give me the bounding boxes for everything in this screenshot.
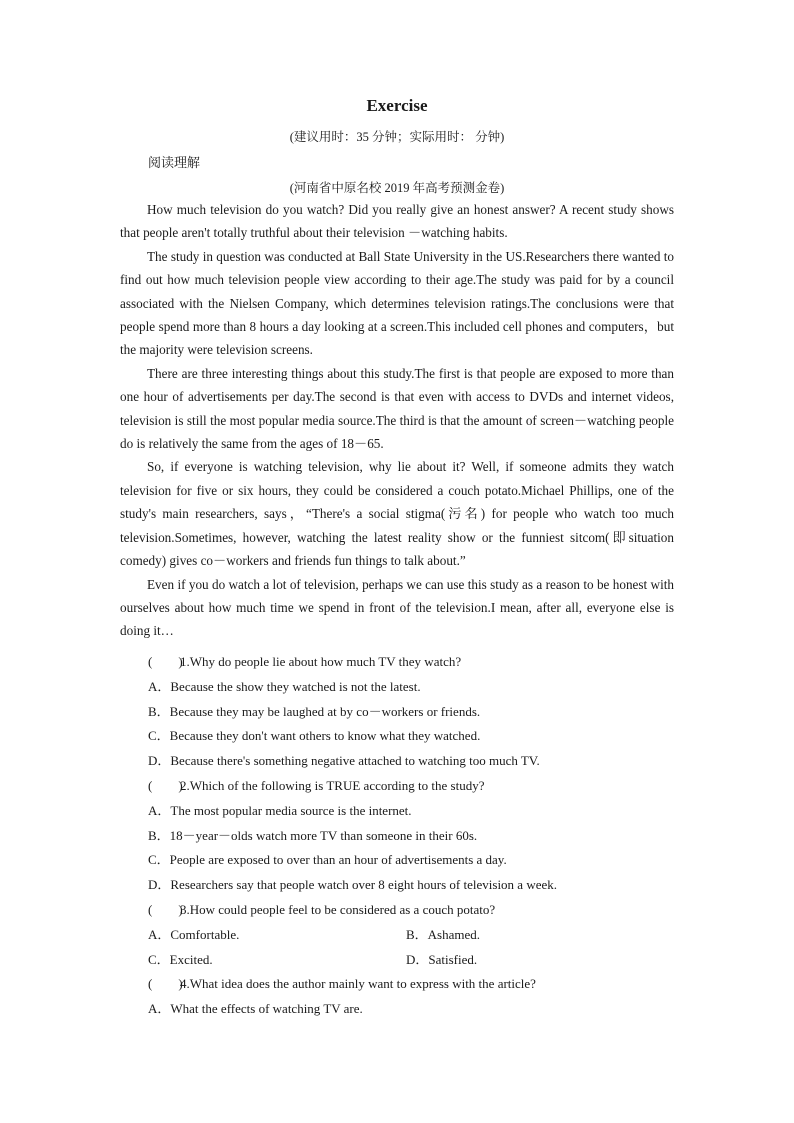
question-3-option-d: D．Satisfied.	[406, 951, 478, 967]
question-1-option-b: B．Because they may be laughed at by co－workers or friends.	[148, 703, 481, 719]
question-3	[148, 898, 674, 923]
question-4-option-a: A．What the effects of watching TV are.	[148, 1001, 363, 1017]
question-2-option-b: B．18－year－olds watch more TV than someone in their 60s.	[148, 827, 478, 843]
answer-blank-2: ( )	[148, 777, 183, 793]
answer-blank-4: ( )	[148, 976, 183, 992]
source-note: (河南省中原名校 2019 年高考预测金卷)	[289, 181, 505, 195]
passage-paragraph-1: How much television do you watch? Did you really give an honest answer? A recent study shows that people aren't totally truthful about their television －watching habits.	[120, 202, 674, 241]
question-3-options-row-2	[148, 948, 674, 973]
question-2-option-c: C．People are exposed to over than an hour of advertisements a day.	[148, 852, 507, 868]
question-2-option-a: A．The most popular media source is the internet.	[148, 802, 412, 818]
question-1-option-a: A．Because the show they watched is not the latest.	[148, 678, 421, 694]
question-1-stem: 1.Why do people lie about how much TV they watch?	[180, 654, 462, 669]
question-1-option-c: C．Because they don't want others to know what they watched.	[148, 728, 481, 744]
question-4	[148, 972, 674, 997]
time-suggestion: (建议用时：35 分钟；实际用时： 分钟)	[289, 130, 505, 144]
page-title: Exercise	[366, 96, 428, 115]
question-2	[148, 774, 674, 799]
question-1-option-d: D．Because there's something negative attached to watching too much TV.	[148, 753, 540, 769]
question-2-option-d: D．Researchers say that people watch over 8 eight hours of television a week.	[148, 877, 558, 893]
question-3-option-c: C．Excited.	[148, 951, 213, 967]
passage-paragraph-5: Even if you do watch a lot of television, perhaps we can use this study as a reason to be honest with ourselves about how much time we spend in front of the television.I mean, after all, everyone else is doing it…	[120, 576, 674, 639]
question-list	[148, 650, 674, 1022]
question-3-stem: 3.How could people feel to be considered as a couch potato?	[180, 901, 496, 917]
question-3-options-row-1	[148, 923, 674, 948]
passage-paragraph-2: The study in question was conducted at Ball State University in the US.Researchers there wanted to find out how much television people view according to their age.The study was paid for by a council associated with the Nielsen Company, which determines television ratings.The conclusions were that people spend more than 8 hours a day looking at a screen.This included cell phones and computers，but the majority were television screens.	[120, 248, 674, 358]
question-4-stem: 4.What idea does the author mainly want to express with the article?	[180, 976, 536, 992]
question-1	[148, 650, 674, 675]
passage-paragraph-4: So, if everyone is watching television, why lie about it? Well, if someone admits they watch television for five or six hours, they could be considered a couch potato.Michael Phillips, one of the study's main researchers, says，“There's a social stigma(污名) for people who watch too much television.Sometimes, however, watching the latest reality show or the funniest sitcom(即situation comedy) gives co－workers and friends fun things to talk about.”	[120, 459, 674, 569]
section-label: 阅读理解	[148, 155, 201, 170]
question-3-option-b: B．Ashamed.	[406, 926, 481, 942]
answer-blank-3: ( )	[148, 901, 183, 917]
reading-passage	[120, 198, 674, 643]
answer-blank-1: ( )	[148, 654, 183, 669]
question-2-stem: 2.Which of the following is TRUE according to the study?	[180, 777, 485, 793]
question-3-option-a: A．Comfortable.	[148, 926, 240, 942]
passage-paragraph-3: There are three interesting things about this study.The first is that people are exposed to more than one hour of advertisements per day.The second is that even with access to DVDs and internet videos, television is still the most popular media source.The third is that the amount of screen－watching people do is relatively the same from the ages of 18－65.	[120, 365, 674, 452]
